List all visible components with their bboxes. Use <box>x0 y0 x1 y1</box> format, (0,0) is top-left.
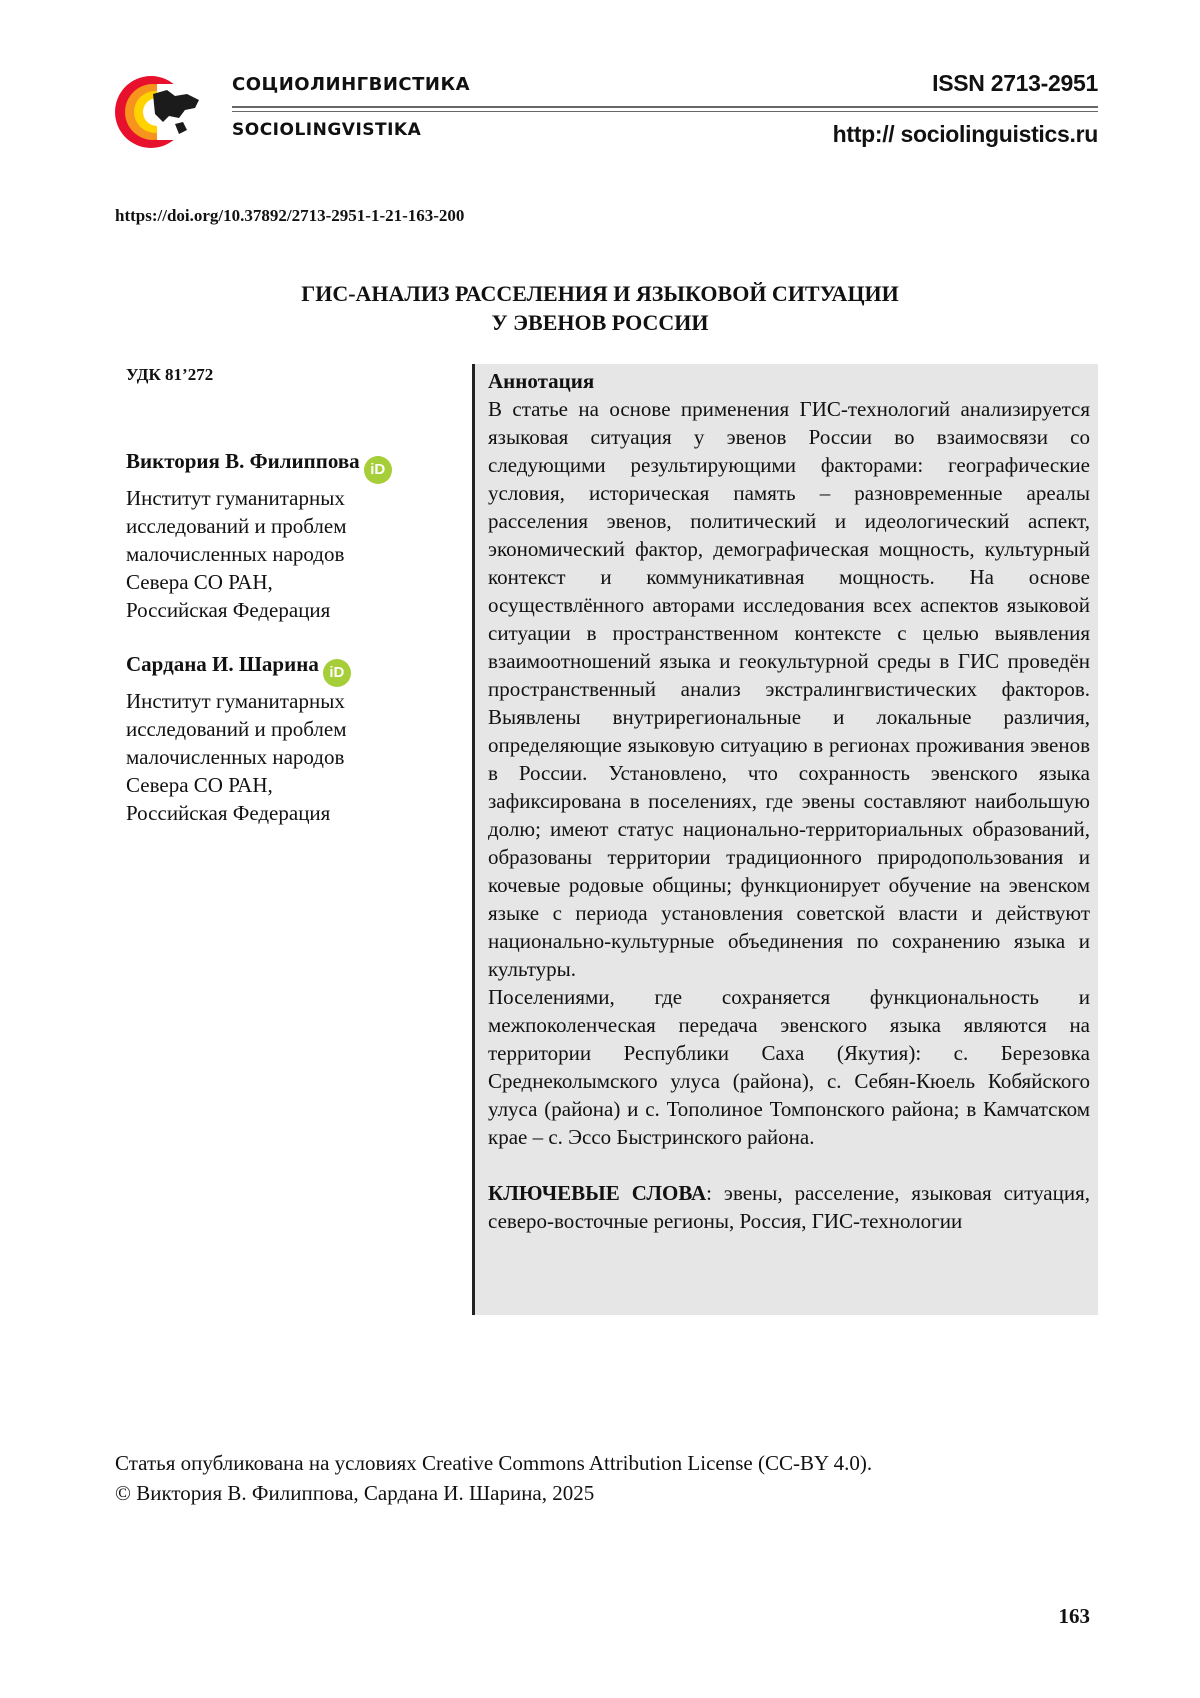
author-block <box>126 650 456 827</box>
title-line-1: ГИС-АНАЛИЗ РАССЕЛЕНИЯ И ЯЗЫКОВОЙ СИТУАЦИИ <box>301 281 899 306</box>
license-line: Статья опубликована на условиях Creative Commons Attribution License (CC-BY 4.0). <box>115 1451 873 1475</box>
author-name: Виктория В. Филиппова <box>126 449 360 473</box>
keywords-label: КЛЮЧЕВЫЕ СЛОВА <box>488 1181 707 1205</box>
article-title <box>150 279 1050 337</box>
udk-code: УДК 81’272 <box>126 365 214 384</box>
affiliation-line: Институт гуманитарных <box>126 486 345 510</box>
affiliation-line: Российская Федерация <box>126 801 331 825</box>
abstract-paragraph: Поселениями, где сохраняется функциональность и межпоколенческая передача эвенского языка являются на территории Республики Саха (Якутия): с. Березовка Среднеколымского улуса (района), с. Себян-Кюель Кобяйского улуса (района) и с. Тополиное Томпонского района; в Камчатском крае – с. Эссо Быстринского района. <box>488 985 1090 1149</box>
journal-website-link[interactable]: http:// sociolinguistics.ru <box>832 121 1098 147</box>
abstract-box <box>472 364 1098 1315</box>
author-name: Сардана И. Шарина <box>126 652 319 676</box>
journal-title-en: SOCIOLINGVISTIKA <box>232 120 422 140</box>
doi-link[interactable]: https://doi.org/10.37892/2713-2951-1-21-163-200 <box>115 206 465 225</box>
copyright-line: © Виктория В. Филиппова, Сардана И. Шарина, 2025 <box>115 1481 595 1505</box>
header-rule-thin <box>232 111 1098 112</box>
affiliation-line: исследований и проблем <box>126 717 347 741</box>
affiliation-line: Институт гуманитарных <box>126 689 345 713</box>
abstract-heading: Аннотация <box>488 369 595 393</box>
journal-logo <box>113 74 213 150</box>
keywords <box>488 1179 1090 1235</box>
affiliation-line: Российская Федерация <box>126 598 331 622</box>
orcid-icon[interactable]: iD <box>323 659 351 687</box>
license-note <box>115 1448 872 1508</box>
affiliation-line: исследований и проблем <box>126 514 347 538</box>
keywords-list: : эвены, расселение, языковая ситуация, северо-восточные регионы, Россия, ГИС-технологии <box>488 1181 1091 1233</box>
journal-title-ru: СОЦИОЛИНГВИСТИКА <box>232 74 471 95</box>
affiliation-line: малочисленных народов <box>126 745 345 769</box>
author-block <box>126 447 456 624</box>
orcid-icon[interactable]: iD <box>364 456 392 484</box>
page-number: 163 <box>1058 1604 1090 1628</box>
affiliation-line: малочисленных народов <box>126 542 345 566</box>
header-rule <box>232 106 1098 108</box>
issn: ISSN 2713-2951 <box>932 70 1098 96</box>
title-line-2: У ЭВЕНОВ РОССИИ <box>491 310 709 335</box>
affiliation-line: Севера СО РАН, <box>126 570 273 594</box>
affiliation-line: Севера СО РАН, <box>126 773 273 797</box>
abstract-paragraph: В статье на основе применения ГИС-технологий анализируется языковая ситуация у эвенов России во взаимосвязи со следующими результирующими факторами: географические условия, историческая память – разновременные ареалы расселения эвенов, политический и идеологический аспект, экономический фактор, демографическая мощность, культурный контекст и коммуникативная мощность. На основе осуществлённого авторами исследования всех аспектов языковой ситуации в пространственном контексте с целью выявления взаимоотношений языка и геокультурной среды в ГИС проведён пространственный анализ экстралингвистических факторов. Выявлены внутрирегиональные и локальные различия, определяющие языковую ситуацию в регионах проживания эвенов в России. Установлено, что сохранность эвенского языка зафиксирована в поселениях, где эвены составляют наибольшую долю; имеют статус национально-территориальных образований, образованы территории традиционного природопользования и кочевые родовые общины; функционирует обучение на эвенском языке с периода установления советской власти и действуют национально-культурные объединения по сохранению языка и культуры. <box>488 397 1090 981</box>
